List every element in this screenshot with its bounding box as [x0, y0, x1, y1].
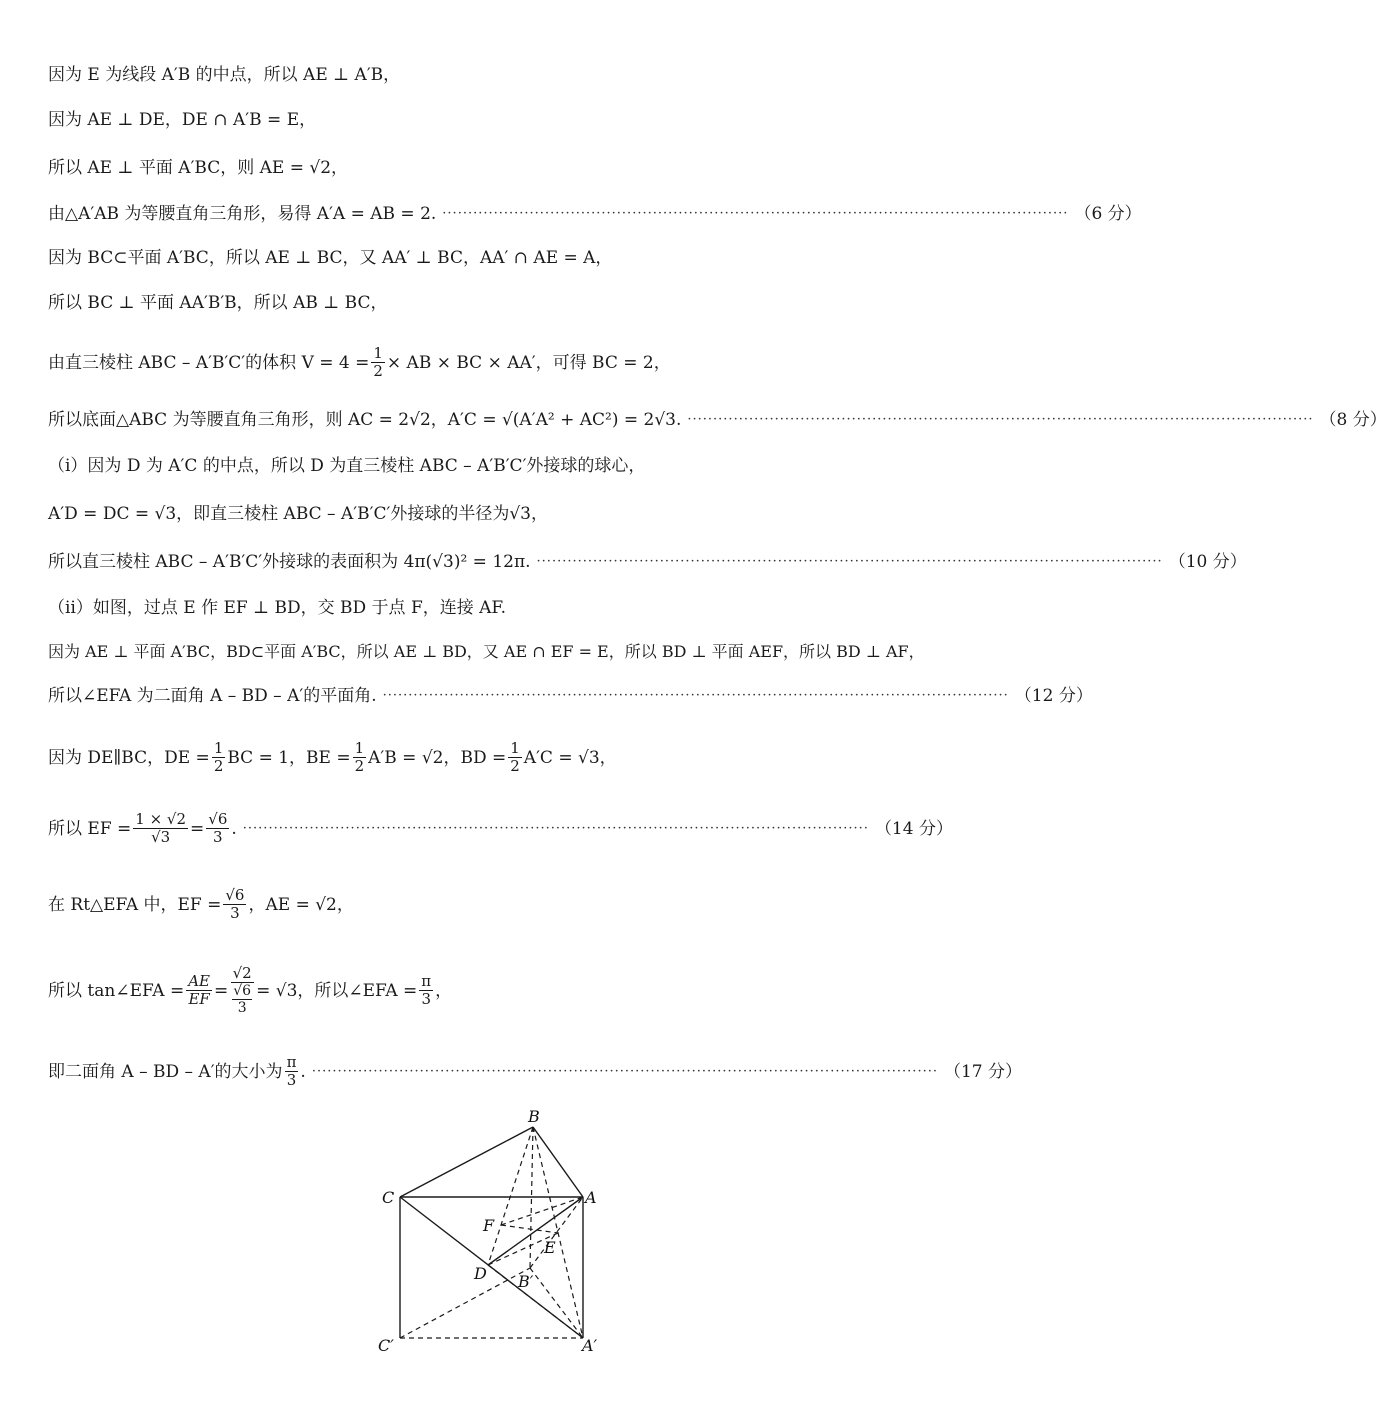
leader-dots: ·························································································································· — [311, 1063, 938, 1079]
edge-FE — [501, 1225, 558, 1233]
text-line-3: 所以 AE ⊥ 平面 A′BC，则 AE = √2， — [48, 158, 349, 178]
label-A: A — [585, 1188, 597, 1207]
fraction-half: $\frac{1}{2}$ — [510, 739, 520, 775]
fraction-sqrt6-3: $\frac{√6}{3}$ — [225, 886, 245, 922]
score-10: （10 分） — [1168, 552, 1247, 572]
text-line-9: （ⅰ）因为 D 为 A′C 的中点，所以 D 为直三棱柱 ABC – A′B′C′外接球的球心， — [48, 456, 646, 476]
text-line-12: （ⅱ）如图，过点 E 作 EF ⊥ BD，交 BD 于点 F，连接 AF. — [48, 598, 506, 618]
edge-CB — [400, 1127, 533, 1197]
label-C: C — [382, 1188, 395, 1207]
fraction-compound: $\frac{√2}{\frac{√6}{3}}$ — [232, 964, 252, 1016]
fraction-half: $\frac{1}{2}$ — [354, 739, 365, 775]
label-B: B — [528, 1107, 540, 1126]
fraction-sqrt6-3: $\frac{√6}{3}$ — [233, 983, 252, 1016]
text-line-1: 因为 E 为线段 A′B 的中点，所以 AE ⊥ A′B， — [48, 65, 401, 85]
fraction-half: $\frac{1}{2}$ — [213, 739, 224, 775]
text-line-16: 所以 EF = $\frac{1 \times √2}{√3}$ = $\frac{√6}{3}$ . ·························································································································· （14 分） — [48, 810, 953, 846]
edge-CpBp — [400, 1268, 530, 1338]
fraction-pi-3: $\frac{\pi}{3}$ — [421, 972, 432, 1008]
label-D: D — [474, 1264, 487, 1283]
leader-dots: ·························································································································· — [536, 554, 1163, 569]
label-E: E — [544, 1238, 556, 1257]
text-line-6: 所以 BC ⊥ 平面 AA′B′B，所以 AB ⊥ BC， — [48, 293, 388, 313]
text-line-19: 即二面角 A – BD – A′的大小为 $\frac{\pi}{3}$ . ·························································································································· （17 分） — [48, 1053, 1023, 1089]
score-8: （8 分） — [1319, 410, 1387, 430]
edge-FA — [501, 1197, 583, 1225]
score-17: （17 分） — [943, 1061, 1023, 1082]
text-line-14: 所以∠EFA 为二面角 A – BD – A′的平面角. ·························································································································· （12 分） — [48, 686, 1093, 706]
score-6: （6 分） — [1074, 204, 1142, 224]
fraction-ae-ef: $\frac{AE}{EF}$ — [188, 972, 211, 1008]
label-Cp: C′ — [378, 1336, 394, 1355]
label-Ap: A′ — [582, 1336, 598, 1355]
leader-dots: ·························································································································· — [442, 206, 1069, 221]
text-line-2: 因为 AE ⊥ DE，DE ∩ A′B = E， — [48, 110, 317, 130]
score-12: （12 分） — [1014, 686, 1093, 706]
edge-BA — [533, 1127, 583, 1197]
text-line-11: 所以直三棱柱 ABC – A′B′C′外接球的表面积为 4π(√3)² = 12π. ·························································································································· （10 分） — [48, 552, 1247, 572]
text-line-7: 由直三棱柱 ABC – A′B′C′的体积 V = 4 = $\frac{1}{2}$ × AB × BC × AA′，可得 BC = 2， — [48, 344, 671, 380]
text-line-13: 因为 AE ⊥ 平面 A′BC，BD⊂平面 A′BC，所以 AE ⊥ BD，又 AE ∩ EF = E，所以 BD ⊥ 平面 AEF，所以 BD ⊥ AF， — [48, 642, 925, 661]
prism-figure — [370, 1105, 630, 1405]
text-line-10: A′D = DC = √3，即直三棱柱 ABC – A′B′C′外接球的半径为√3， — [48, 504, 548, 524]
text-line-15: 因为 DE∥BC，DE = $\frac{1}{2}$ BC = 1，BE = $\frac{1}{2}$ A′B = √2，BD = $\frac{1}{2}$ A′C = √3， — [48, 739, 617, 775]
edge-DA — [488, 1197, 583, 1265]
text-line-17: 在 Rt△EFA 中，EF = $\frac{√6}{3}$ ，AE = √2， — [48, 886, 354, 922]
fraction-sqrt6-3: $\frac{√6}{3}$ — [208, 810, 228, 846]
leader-dots: ·························································································································· — [242, 820, 869, 836]
text-line-18: 所以 tan∠EFA = $\frac{AE}{EF}$ = $\frac{√2}{\frac{√6}{3}}$ = √3，所以∠EFA = $\frac{\pi}{3}$ ， — [48, 964, 453, 1016]
fraction-half: $\frac{1}{2}$ — [373, 344, 383, 380]
score-14: （14 分） — [874, 818, 953, 839]
fraction-pi-3: $\frac{\pi}{3}$ — [286, 1053, 297, 1089]
leader-dots: ·························································································································· — [687, 412, 1314, 427]
fraction-ef-calc: $\frac{1 \times √2}{√3}$ — [135, 810, 187, 846]
text-line-4: 由△A′AB 为等腰直角三角形，易得 A′A = AB = 2. ·························································································································· （6 分） — [48, 204, 1142, 224]
label-F: F — [483, 1216, 495, 1235]
label-Bp: B′ — [518, 1272, 534, 1291]
leader-dots: ·························································································································· — [382, 688, 1009, 703]
text-line-5: 因为 BC⊂平面 A′BC，所以 AE ⊥ BC，又 AA′ ⊥ BC，AA′ ∩ AE = A， — [48, 248, 613, 268]
text-line-8: 所以底面△ABC 为等腰直角三角形，则 AC = 2√2，A′C = √(A′A² + AC²) = 2√3. ·························································································································· （8 分） — [48, 410, 1387, 430]
